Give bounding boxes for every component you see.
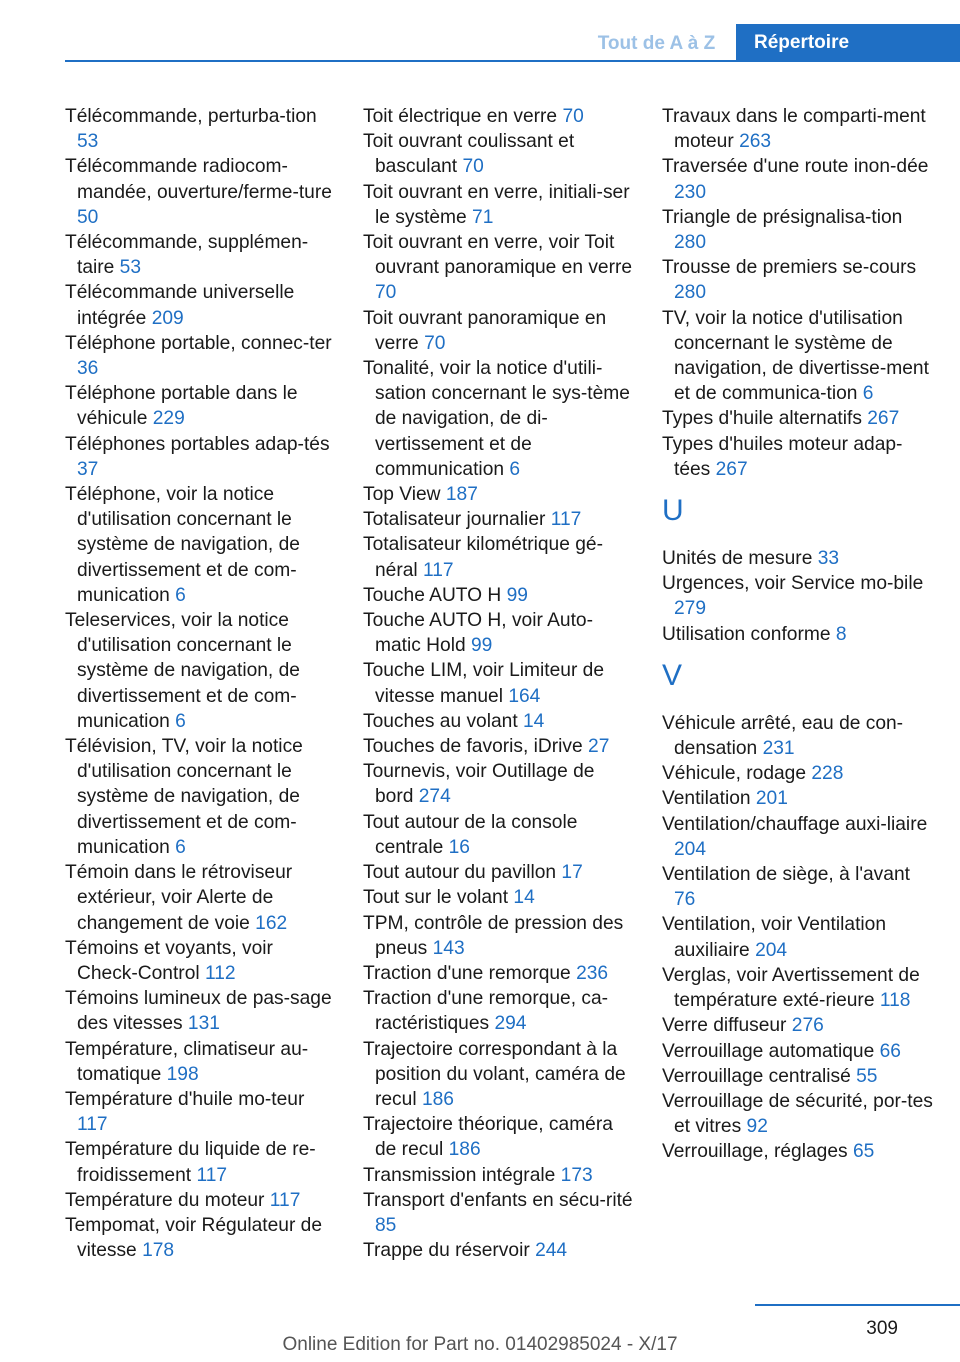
- index-entry: [662, 104, 934, 154]
- entry-text: TPM, contrôle de pression des pneus: [363, 912, 624, 959]
- entry-text: TV, voir la notice d'utilisation concernant le système de navigation, de divertisse-ment et de communica-tion: [662, 307, 929, 405]
- index-entry: [363, 709, 635, 734]
- index-column-2: [363, 104, 635, 1263]
- entry-text: Verrouillage, réglages: [662, 1141, 848, 1163]
- index-entry: [662, 306, 934, 407]
- index-entry: [662, 571, 934, 621]
- entry-text: Toit ouvrant panoramique en verre: [363, 307, 607, 354]
- entry-page-link[interactable]: 267: [715, 458, 748, 480]
- entry-page-link[interactable]: 76: [674, 889, 696, 911]
- entry-page-link[interactable]: 14: [523, 710, 545, 732]
- index-entry: [363, 583, 635, 608]
- entry-text: Témoin dans le rétroviseur extérieur, voir Alerte de changement de voie: [65, 862, 293, 934]
- entry-page-link[interactable]: 209: [151, 307, 184, 329]
- entry-text: Témoins et voyants, voir Check-Control: [65, 937, 273, 984]
- index-entry: [65, 1137, 337, 1187]
- index-entry: [65, 482, 337, 608]
- entry-page-link[interactable]: 66: [879, 1040, 901, 1062]
- index-entry: [662, 786, 934, 811]
- entry-page-link[interactable]: 164: [508, 685, 541, 707]
- entry-text: Téléphones portables adap-tés: [65, 433, 330, 455]
- index-entry: [65, 381, 337, 431]
- entry-text: Trousse de premiers se-cours: [662, 257, 917, 279]
- tab-tout-de-a-a-z[interactable]: Tout de A à Z: [597, 33, 716, 54]
- index-entry: [65, 734, 337, 860]
- index-entry: [363, 104, 635, 129]
- entry-text: Téléphone, voir la notice d'utilisation concernant le système de navigation, de divertissement et de com-munication: [65, 484, 300, 606]
- index-entry: [65, 154, 337, 230]
- entry-page-link[interactable]: 173: [560, 1164, 593, 1186]
- entry-page-link[interactable]: 85: [375, 1214, 397, 1236]
- index-entry: [662, 255, 934, 305]
- entry-text: Verrouillage de sécurité, por-tes et vitres: [662, 1090, 933, 1138]
- entry-page-link[interactable]: 162: [255, 912, 288, 934]
- footer-divider: [755, 1304, 960, 1306]
- index-entry: [662, 812, 934, 862]
- index-entry: [662, 862, 934, 912]
- entry-text: Ventilation de siège, à l'avant: [662, 864, 910, 886]
- entry-text: Témoins lumineux de pas-sage des vitesses: [65, 988, 332, 1035]
- entry-page-link[interactable]: 186: [448, 1139, 481, 1161]
- index-entry: [363, 306, 635, 356]
- index-entry: [363, 1188, 635, 1238]
- index-entry: [65, 986, 337, 1036]
- entry-text: Verrouillage centralisé: [662, 1065, 851, 1087]
- index-entry: [662, 1039, 934, 1064]
- entry-text: Téléphone portable, connec-ter: [65, 332, 332, 354]
- entry-text: Toit ouvrant en verre, initiali-ser le système: [363, 181, 630, 228]
- entry-page-link[interactable]: 92: [746, 1116, 768, 1138]
- entry-page-link[interactable]: 6: [175, 584, 186, 606]
- index-entry: [65, 608, 337, 734]
- entry-text: Trajectoire correspondant à la position du volant, caméra de recul: [363, 1038, 626, 1110]
- entry-text: Tout sur le volant: [363, 887, 509, 909]
- index-entry: [363, 482, 635, 507]
- entry-page-link[interactable]: 70: [424, 332, 446, 354]
- entry-text: Unités de mesure: [662, 548, 813, 570]
- entry-text: Télécommande radiocom-mandée, ouverture/ferme-ture: [65, 156, 332, 203]
- entry-page-link[interactable]: 244: [535, 1240, 568, 1262]
- entry-text: Teleservices, voir la notice d'utilisation concernant le système de navigation, de divertissement et de com-munication: [65, 610, 300, 732]
- entry-page-link[interactable]: 8: [835, 623, 847, 645]
- entry-page-link[interactable]: 17: [561, 862, 583, 884]
- entry-page-link[interactable]: 201: [755, 788, 788, 810]
- entry-text: Télévision, TV, voir la notice d'utilisation concernant le système de navigation, de divertissement et de com-munication: [65, 736, 303, 858]
- entry-page-link[interactable]: 53: [119, 257, 142, 279]
- index-entry: [363, 129, 635, 179]
- entry-text: Téléphone portable dans le véhicule: [65, 383, 298, 430]
- index-entry: [662, 546, 934, 571]
- section-letter: U: [662, 494, 684, 528]
- index-entry: [662, 761, 934, 786]
- entry-text: Verre diffuseur: [662, 1015, 787, 1037]
- entry-page-link[interactable]: 274: [418, 786, 451, 808]
- index-entry: [65, 432, 337, 482]
- entry-text: Tonalité, voir la notice d'utili-sation concernant le sys-tème de navigation, de di-vertissement et de communication: [363, 358, 630, 480]
- entry-page-link[interactable]: 178: [142, 1240, 175, 1262]
- edition-footer: Online Edition for Part no. 01402985024 - X/17: [282, 1334, 678, 1355]
- entry-text: Verglas, voir Avertissement de température exté-rieure: [662, 964, 920, 1012]
- entry-text: Ventilation/chauffage auxi-liaire: [662, 813, 928, 835]
- entry-text: Utilisation conforme: [662, 623, 831, 645]
- index-entry: [363, 734, 635, 759]
- entry-text: Trappe du réservoir: [363, 1240, 530, 1262]
- entry-page-link[interactable]: 6: [175, 710, 186, 732]
- entry-text: Transport d'enfants en sécu-rité: [363, 1189, 633, 1211]
- index-entry: [363, 885, 635, 910]
- entry-page-link[interactable]: 6: [509, 458, 521, 480]
- entry-page-link[interactable]: 99: [506, 584, 528, 606]
- index-entry: [65, 331, 337, 381]
- entry-text: Tout autour de la console centrale: [363, 811, 578, 858]
- index-entry: [363, 986, 635, 1036]
- entry-text: Température d'huile mo-teur: [65, 1088, 305, 1110]
- index-entry: [65, 230, 337, 280]
- entry-text: Trajectoire théorique, caméra de recul: [363, 1114, 613, 1161]
- entry-page-link[interactable]: 27: [588, 736, 610, 758]
- entry-page-link[interactable]: 267: [867, 408, 900, 430]
- entry-text: Verrouillage automatique: [662, 1040, 875, 1062]
- entry-text: Transmission intégrale: [363, 1164, 556, 1186]
- index-entry: [65, 860, 337, 936]
- index-entry: [662, 622, 934, 647]
- entry-text: Température du moteur: [65, 1189, 265, 1211]
- index-entry: [65, 280, 337, 330]
- entry-text: Télécommande universelle intégrée: [65, 282, 295, 329]
- index-entry: [363, 1238, 635, 1263]
- entry-text: Urgences, voir Service mo-bile: [662, 573, 924, 595]
- index-entry: [662, 711, 934, 761]
- entry-text: Touches de favoris, iDrive: [363, 736, 583, 758]
- entry-page-link[interactable]: 36: [77, 358, 99, 380]
- index-entry: [363, 658, 635, 708]
- entry-page-link[interactable]: 279: [674, 598, 707, 620]
- entry-page-link[interactable]: 70: [562, 106, 584, 127]
- header-divider: [65, 60, 960, 62]
- entry-text: Traction d'une remorque: [363, 962, 571, 984]
- entry-page-link[interactable]: 204: [674, 838, 707, 860]
- entry-page-link[interactable]: 263: [739, 131, 772, 153]
- entry-page-link[interactable]: 117: [196, 1164, 228, 1186]
- index-entry: [363, 532, 635, 582]
- index-entry: [363, 1037, 635, 1113]
- entry-page-link[interactable]: 117: [423, 559, 454, 581]
- entry-page-link[interactable]: 186: [421, 1088, 454, 1110]
- index-entry: [662, 432, 934, 482]
- index-entry: [363, 180, 635, 230]
- entry-text: Véhicule, rodage: [662, 763, 807, 785]
- entry-text: Travaux dans le comparti-ment moteur: [662, 106, 926, 153]
- entry-page-link[interactable]: 187: [445, 484, 478, 506]
- entry-text: Traction d'une remorque, ca-ractéristiques: [363, 988, 609, 1035]
- entry-text: Télécommande, supplémen-taire: [65, 232, 309, 279]
- index-entry: [363, 961, 635, 986]
- entry-page-link[interactable]: 276: [791, 1015, 824, 1037]
- entry-text: Types d'huiles moteur adap-tées: [662, 433, 903, 480]
- entry-text: Température, climatiseur au-tomatique: [65, 1038, 309, 1085]
- index-entry: [662, 406, 934, 431]
- entry-text: Tout autour du pavillon: [363, 862, 557, 884]
- entry-text: Télécommande, perturba-tion: [65, 106, 317, 127]
- entry-text: Touche LIM, voir Limiteur de vitesse manuel: [363, 660, 605, 707]
- entry-text: Véhicule arrêté, eau de con-densation: [662, 712, 904, 760]
- index-entry: [662, 154, 934, 204]
- entry-page-link[interactable]: 198: [166, 1063, 199, 1085]
- index-column-3: [662, 104, 934, 1165]
- index-entry: [65, 1188, 337, 1213]
- index-entry: [363, 860, 635, 885]
- entry-page-link[interactable]: 71: [472, 206, 494, 228]
- entry-text: Triangle de présignalisa-tion: [662, 206, 903, 228]
- entry-text: Totalisateur journalier: [363, 509, 546, 531]
- entry-page-link[interactable]: 280: [674, 232, 707, 254]
- tab-repertoire[interactable]: Répertoire: [736, 24, 960, 61]
- index-entry: [65, 1213, 337, 1263]
- index-entry: [363, 1112, 635, 1162]
- index-column-1: [65, 104, 337, 1263]
- entry-page-link[interactable]: 14: [513, 887, 535, 909]
- entry-text: Touches au volant: [363, 710, 518, 732]
- entry-page-link[interactable]: 143: [432, 937, 465, 959]
- entry-text: Top View: [363, 484, 441, 506]
- entry-page-link[interactable]: 231: [762, 738, 795, 760]
- index-entry: [662, 1064, 934, 1089]
- entry-page-link[interactable]: 70: [375, 282, 397, 304]
- index-entry: [363, 608, 635, 658]
- entry-text: Ventilation, voir Ventilation auxiliaire: [662, 914, 886, 961]
- entry-page-link[interactable]: 117: [550, 509, 582, 531]
- index-entry: [662, 205, 934, 255]
- entry-text: Toit ouvrant en verre, voir Toit ouvrant panoramique en verre: [363, 232, 633, 279]
- entry-page-link[interactable]: 112: [204, 962, 236, 984]
- entry-page-link[interactable]: 53: [77, 131, 99, 153]
- entry-text: Traversée d'une route inon-dée: [662, 156, 929, 178]
- entry-text: Température du liquide de re-froidissement: [65, 1139, 316, 1186]
- entry-page-link[interactable]: 294: [494, 1013, 527, 1035]
- index-entry: [65, 104, 337, 154]
- index-entry: [363, 230, 635, 306]
- section-letter: V: [662, 658, 683, 692]
- entry-page-link[interactable]: 131: [187, 1013, 220, 1035]
- index-entry: [662, 1013, 934, 1038]
- entry-text: Toit ouvrant coulissant et basculant: [363, 131, 575, 178]
- entry-page-link[interactable]: 65: [852, 1141, 875, 1163]
- index-entry: [65, 936, 337, 986]
- entry-text: Tempomat, voir Régulateur de vitesse: [65, 1214, 323, 1262]
- entry-page-link[interactable]: 280: [674, 282, 707, 304]
- index-entry: [662, 963, 934, 1013]
- entry-text: Types d'huile alternatifs: [662, 408, 862, 430]
- entry-page-link[interactable]: 99: [470, 635, 493, 657]
- index-entry: [363, 911, 635, 961]
- index-entry: [662, 1089, 934, 1139]
- index-entry: [363, 507, 635, 532]
- entry-page-link[interactable]: 55: [856, 1065, 878, 1087]
- index-entry: [65, 1087, 337, 1137]
- entry-text: Touche AUTO H, voir Auto-matic Hold: [363, 610, 593, 657]
- index-entry: [363, 810, 635, 860]
- entry-page-link[interactable]: 33: [817, 548, 840, 570]
- index-entry: [363, 759, 635, 809]
- page-number: 309: [866, 1318, 898, 1339]
- entry-page-link[interactable]: 236: [576, 962, 609, 984]
- entry-text: Toit électrique en verre: [363, 106, 558, 127]
- entry-page-link[interactable]: 6: [862, 383, 874, 405]
- entry-page-link[interactable]: 228: [811, 763, 844, 785]
- entry-page-link[interactable]: 230: [674, 181, 707, 203]
- index-entry: [662, 912, 934, 962]
- entry-text: Totalisateur kilométrique gé-néral: [363, 534, 603, 581]
- entry-page-link[interactable]: 117: [269, 1189, 301, 1211]
- entry-page-link[interactable]: 37: [77, 458, 99, 480]
- entry-text: Touche AUTO H: [363, 584, 502, 606]
- entry-text: Tournevis, voir Outillage de bord: [363, 761, 595, 808]
- entry-page-link[interactable]: 70: [462, 156, 484, 178]
- entry-page-link[interactable]: 16: [448, 836, 470, 858]
- entry-page-link[interactable]: 50: [77, 206, 99, 228]
- entry-page-link[interactable]: 6: [175, 836, 186, 858]
- index-entry: [363, 1163, 635, 1188]
- entry-page-link[interactable]: 204: [755, 939, 788, 961]
- index-entry: [65, 1037, 337, 1087]
- entry-page-link[interactable]: 118: [879, 990, 911, 1012]
- entry-text: Ventilation: [662, 788, 751, 810]
- index-entry: [662, 1139, 934, 1164]
- entry-page-link[interactable]: 117: [77, 1114, 108, 1136]
- index-entry: [363, 356, 635, 482]
- entry-page-link[interactable]: 229: [152, 408, 185, 430]
